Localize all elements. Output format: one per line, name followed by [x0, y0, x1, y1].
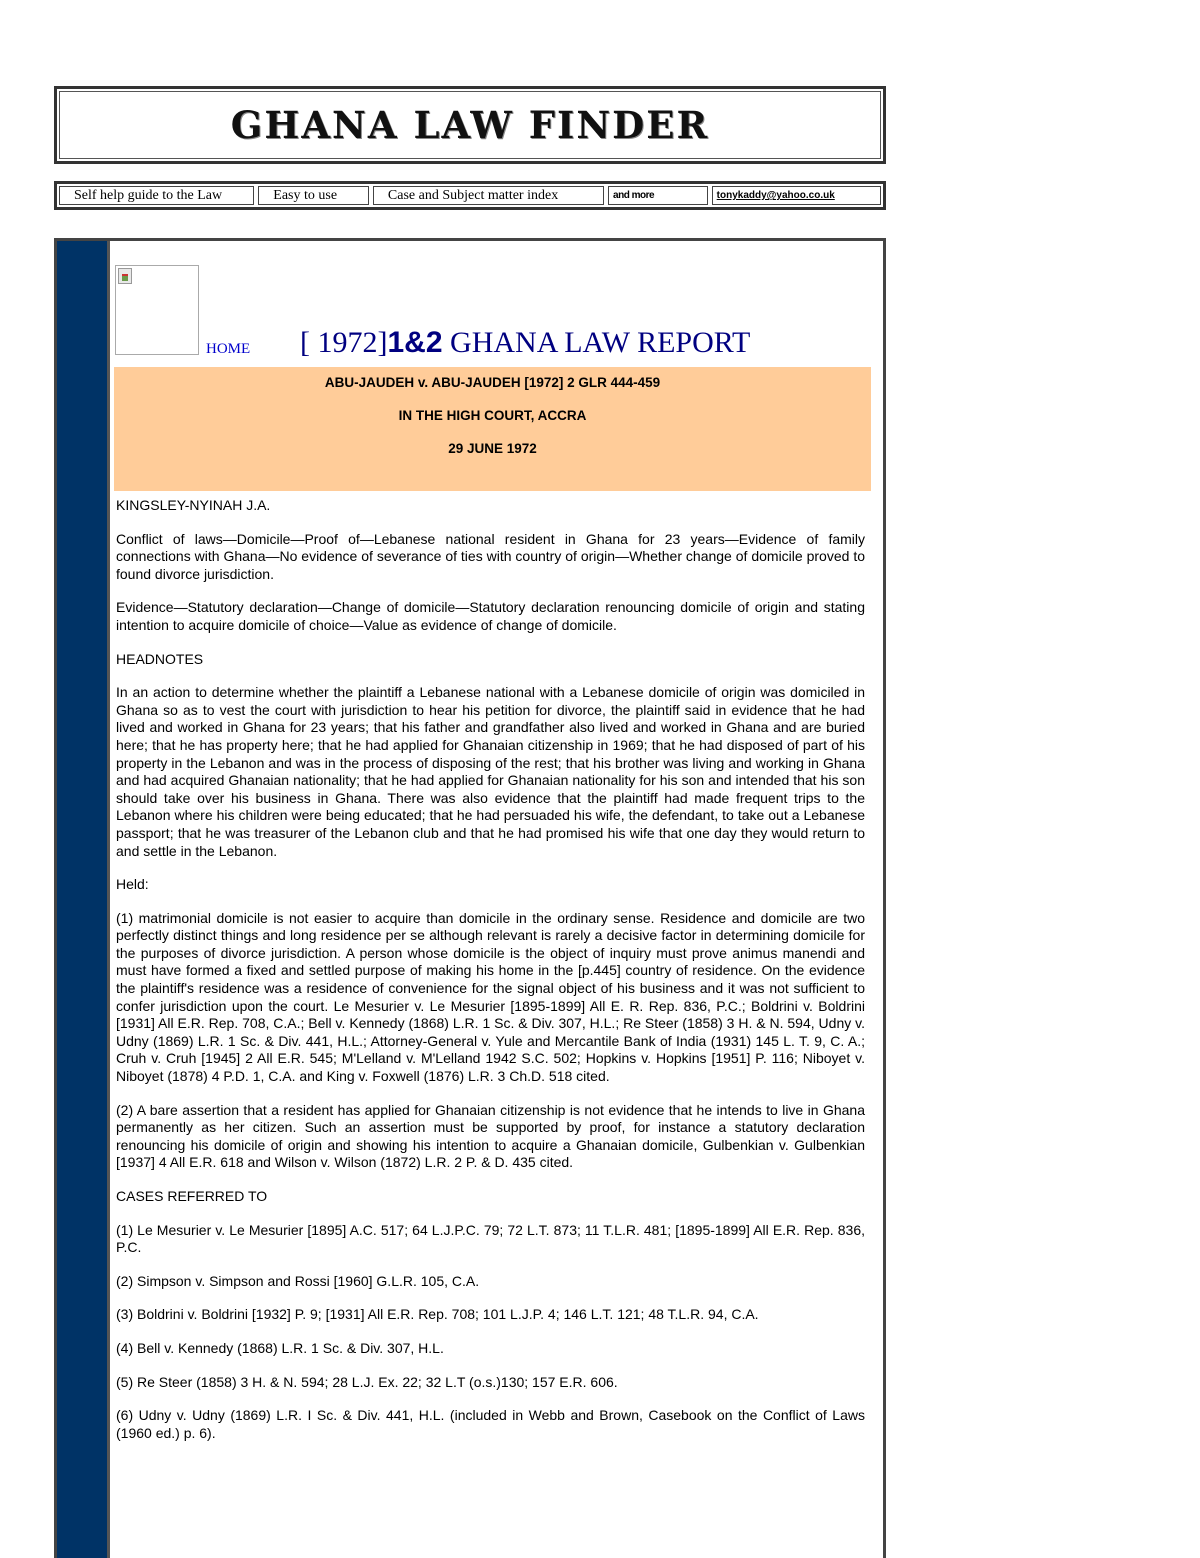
- headnote-facts: In an action to determine whether the plaintiff a Lebanese national with a Lebanese domicile of origin was domiciled in Ghana so as to vest the court with jurisdiction to hear his petition for divorce, the plaintiff said in evidence that he had lived and worked in Ghana for 23 years; that his father and grandfather also lived and worked in Ghana and are buried here; that he has property here; that he had applied for Ghanaian citizenship in 1969; that he had disposed of part of his property in the Lebanon and was in the process of disposing of the rest; that his brother was living and working in Ghana and had acquired Ghanaian nationality; that he had applied for Ghanaian nationality for his son and intended that his son should take over his business in Ghana. There was also evidence that the plaintiff had made frequent trips to the Lebanon where his children were being educated; that he had persuaded his wife, the defendant, to take out a Lebanese passport; that he was treasurer of the Lebanon club and that he had promised his wife that one day they would return to and settle in the Lebanon.: [116, 684, 865, 859]
- case-ref-3: (3) Boldrini v. Boldrini [1932] P. 9; [1931] All E.R. Rep. 708; 101 L.J.P. 4; 146 L.T. 121; 48 T.L.R. 94, C.A.: [116, 1306, 759, 1323]
- nav-item-case-index[interactable]: Case and Subject matter index: [373, 186, 604, 205]
- case-ref-4: (4) Bell v. Kennedy (1868) L.R. 1 Sc. & Div. 307, H.L.: [116, 1339, 444, 1356]
- headnotes-heading: HEADNOTES: [116, 650, 204, 667]
- report-volume: 1&2: [387, 326, 443, 359]
- judge-name: KINGSLEY-NYINAH J.A.: [116, 497, 271, 513]
- nav-item-and-more[interactable]: and more: [608, 186, 708, 205]
- case-ref-1: (1) Le Mesurier v. Le Mesurier [1895] A.C. 517; 64 L.J.P.C. 79; 72 L.T. 873; 11 T.L.R. 481; [1895-1899] All E.R. Rep. 836, P.C.: [116, 1221, 865, 1256]
- report-header: [114, 261, 871, 359]
- nav-email-link[interactable]: tonykaddy@yahoo.co.uk: [712, 186, 881, 205]
- case-ref-5: (5) Re Steer (1858) 3 H. & N. 594; 28 L.J. Ex. 22; 32 L.T (o.s.)130; 157 E.R. 606.: [116, 1373, 618, 1390]
- held-point-1: (1) matrimonial domicile is not easier to acquire than domicile in the ordinary sense. Residence and domicile are two perfectly distinct things and long residence per se although relevant is rarely a decisive factor in determining domicile for the purposes of divorce jurisdiction. A person whose domicile is the object of inquiry must prove animus manendi and must have formed a fixed and settled purpose of making his home in the [p.445] country of residence. On the evidence the plaintiff's residence was a residence of convenience for the signal object of his business and it was not sufficient to confer jurisdiction upon the court. Le Mesurier v. Le Mesurier [1895-1899] All E. R. Rep. 836, P.C.; Boldrini v. Boldrini [1931] All E.R. Rep. 708, C.A.; Bell v. Kennedy (1868) L.R. 1 Sc. & Div. 307, H.L.; Re Steer (1858) 3 H. & N. 594, Udny v. Udny (1869) L.R. 1 Sc. & Div. 441, H.L.; Attorney-General v. Yule and Mercantile Bank of India (1931) 145 L. T. 9, C. A.; Cruh v. Cruh [1945] 2 All E.R. 545; M'Lelland v. M'Lelland 1942 S.C. 502; Hopkins v. Hopkins [1951] P. 116; Niboyet v. Niboyet (1878) 4 P.D. 1, C.A. and King v. Foxwell (1876) L.R. 3 Ch.D. 518 cited.: [116, 909, 865, 1085]
- site-title: GHANA LAW FINDER: [230, 103, 710, 147]
- case-ref-2: (2) Simpson v. Simpson and Rossi [1960] G.L.R. 105, C.A.: [116, 1272, 480, 1289]
- case-ref-6: (6) Udny v. Udny (1869) L.R. I Sc. & Div. 441, H.L. (included in Webb and Brown, Casebook on the Conflict of Laws (1960 ed.) p. 6).: [116, 1407, 865, 1441]
- nav-item-easy-to-use[interactable]: Easy to use: [258, 186, 369, 205]
- held-point-2: (2) A bare assertion that a resident has applied for Ghanaian citizenship is not evidence that he intends to live in Ghana permanently as her citizen. Such an assertion must be supported by proof, for instance a statutory declaration renouncing his domicile of origin and showing his intention to acquire a Ghanaian domicile, Gulbenkian v. Gulbenkian [1937] 4 All E.R. 618 and Wilson v. Wilson (1872) L.R. 2 P. & D. 435 cited.: [116, 1101, 865, 1171]
- case-citation: ABU-JAUDEH v. ABU-JAUDEH [1972] 2 GLR 444-459: [324, 375, 661, 390]
- case-info-box: [114, 367, 871, 491]
- left-sidebar: [57, 241, 110, 1558]
- home-link[interactable]: HOME: [206, 341, 251, 357]
- cases-heading: CASES REFERRED TO: [116, 1188, 268, 1204]
- report-name: GHANA LAW REPORT: [442, 326, 751, 359]
- report-title: [300, 326, 750, 360]
- case-court: IN THE HIGH COURT, ACCRA: [398, 408, 587, 423]
- main-content: [110, 241, 883, 1558]
- top-nav: [54, 181, 886, 210]
- broken-image: [115, 265, 199, 355]
- site-banner-inner: [59, 91, 881, 159]
- held-heading: Held:: [116, 876, 149, 893]
- broken-image-icon: [118, 268, 132, 284]
- report-body: [114, 491, 871, 1442]
- nav-item-self-help[interactable]: Self help guide to the Law: [59, 186, 254, 205]
- case-date: 29 JUNE 1972: [448, 441, 537, 456]
- content-frame: [54, 238, 886, 1558]
- catchword-evidence: Evidence—Statutory declaration—Change of domicile—Statutory declaration renouncing domicile of origin and stating intention to acquire domicile of choice—Value as evidence of change of domicile.: [116, 599, 865, 633]
- site-banner: [54, 86, 886, 164]
- report-year: [ 1972]: [300, 326, 388, 359]
- catchword-conflict: Conflict of laws—Domicile—Proof of—Lebanese national resident in Ghana for 23 years—Evidence of family connections with Ghana—No evidence of severance of ties with country of origin—Whether change of domicile proved to found divorce jurisdiction.: [116, 530, 865, 582]
